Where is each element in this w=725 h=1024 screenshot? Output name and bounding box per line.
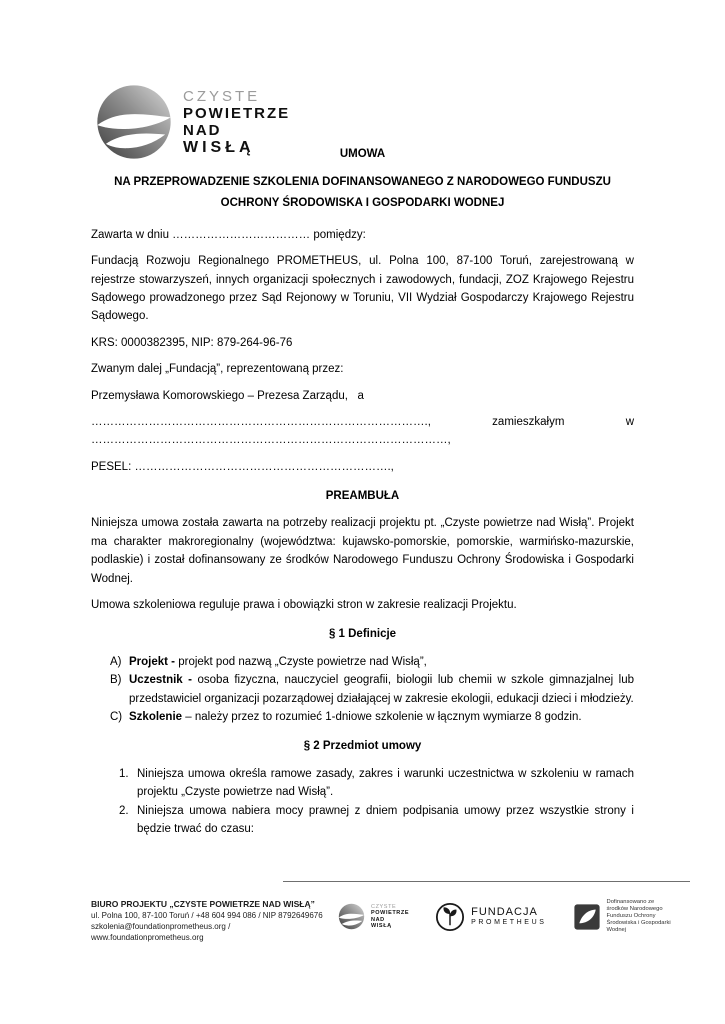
document-subtitle: NA PRZEPROWADZENIE SZKOLENIA DOFINANSOWANEGO Z NARODOWEGO FUNDUSZU OCHRONY ŚRODOWISKA I GOSPODARKI WODNEJ xyxy=(114,176,611,210)
footer-logo-funding-note: Dofinansowano ze środków Narodowego Funduszu Ochrony Środowiska i Gospodarki Wodnej xyxy=(606,899,671,933)
footer-office-name: BIURO PROJEKTU „CZYSTE POWIETRZE NAD WISŁĄ” xyxy=(91,899,315,909)
document-body xyxy=(91,145,634,846)
list-item-text xyxy=(129,708,634,726)
footer-logo-wordmark xyxy=(471,906,546,927)
definition-body: – należy przez to rozumieć 1-dniowe szkolenie w łącznym wymiarze 8 godzin. xyxy=(185,710,582,723)
definition-item-c xyxy=(110,708,634,726)
logo-text-line: PROMETHEUS xyxy=(471,919,547,926)
nfosigw-logo-icon xyxy=(573,903,601,931)
definition-term: Uczestnik - xyxy=(129,674,193,687)
list-item-text xyxy=(129,653,634,671)
list-item-text xyxy=(129,671,634,708)
paragraph-intro: Zawarta w dniu ……………………………… pomiędzy: xyxy=(91,228,366,241)
logo-text-line: CZYSTE xyxy=(371,903,397,910)
logo-text-line: CZYSTE xyxy=(183,88,261,105)
list-item-label: C) xyxy=(110,710,123,723)
footer-logo-nfosigw xyxy=(573,899,677,934)
paragraph-representative: Przemysława Komorowskiego – Prezesa Zarządu, a xyxy=(91,389,364,402)
logo-text-line: POWIETRZE xyxy=(371,910,410,916)
footer-logos xyxy=(338,899,677,934)
definition-body: projekt pod nazwą „Czyste powietrze nad Wisłą”, xyxy=(178,655,427,668)
logo-text-line: WISŁĄ xyxy=(371,923,392,929)
list-item-label: A) xyxy=(110,655,122,668)
paragraph-krs-nip: KRS: 0000382395, NIP: 879-264-96-76 xyxy=(91,336,293,349)
definition-item-a xyxy=(110,653,634,671)
list-item-label: B) xyxy=(110,674,122,687)
footer-contact-block xyxy=(91,899,336,943)
definition-item-b xyxy=(110,671,634,708)
subject-item-1 xyxy=(119,765,634,802)
preamble-heading: PREAMBUŁA xyxy=(325,490,400,503)
logo-text-line: FUNDACJA xyxy=(471,906,538,918)
logo-text-line: NAD xyxy=(371,916,385,923)
paragraph-party1: Fundacją Rozwoju Regionalnego PROMETHEUS, ul. Polna 100, 87-100 Toruń, zarejestrowaną w rejestrze stowarzyszeń, innych organizacji społecznych i zawodowych, fundacji, ZOZ Krajowego Rejestru Sądowego prowadzonego przez Sąd Rejonowy w Toruniu, VII Wydział Gospodarczy Krajowego Rejestru Sądowego. xyxy=(91,255,634,323)
definition-body: osoba fizyczna, nauczyciel geografii, biologii lub chemii w szkole gimnazjalnej lub przedstawiciel organizacji pozarządowej działającej w zakresie ekologii, edukacji dzieci i młodzieży. xyxy=(129,674,635,705)
definitions-list xyxy=(91,653,634,727)
footer-contact-line: szkolenia@foundationprometheus.org / www.foundationprometheus.org xyxy=(91,922,231,942)
footer-address-line: ul. Polna 100, 87-100 Toruń / +48 604 994 086 / NIP 8792649676 xyxy=(91,911,323,920)
footer-logo-fundacja-prometheus xyxy=(435,902,546,932)
paragraph-preamble-2: Umowa szkoleniowa reguluje prawa i obowiązki stron w zakresie realizacji Projektu. xyxy=(91,599,517,612)
fundacja-prometheus-logo-icon xyxy=(435,902,465,932)
subject-item-2 xyxy=(119,802,634,839)
section-2-heading: § 2 Przedmiot umowy xyxy=(303,740,422,753)
list-item-text: Niniejsza umowa określa ramowe zasady, zakres i warunki uczestnictwa w szkoleniu w ramach projektu „Czyste powietrze nad Wisłą”. xyxy=(137,767,634,799)
subject-list xyxy=(91,765,634,839)
document-title: UMOWA xyxy=(339,148,386,160)
paragraph-party2-blank: ……………………………………………………………………………., zamieszkałym w …………………………………………………………………………………, xyxy=(91,415,634,447)
definition-term: Projekt - xyxy=(129,655,176,668)
logo-text-line: NAD xyxy=(183,122,222,139)
paragraph-representation: Zwanym dalej „Fundacją”, reprezentowaną przez: xyxy=(91,363,344,376)
footer-separator xyxy=(283,881,690,882)
paragraph-pesel-blank: PESEL: …………………………………………………………., xyxy=(91,460,394,473)
list-item-label: 2. xyxy=(119,804,129,817)
footer-logo-czyste-powietrze xyxy=(338,903,409,930)
list-item-text: Niniejsza umowa nabiera mocy prawnej z dniem podpisania umowy przez wszystkie strony i będzie trwać do czasu: xyxy=(137,804,634,835)
czyste-powietrze-logo-icon xyxy=(338,903,365,930)
footer-logo-wordmark xyxy=(371,904,409,930)
definition-term: Szkolenie xyxy=(129,710,183,723)
logo-text-line: POWIETRZE xyxy=(183,105,291,122)
paragraph-preamble-1: Niniejsza umowa została zawarta na potrzeby realizacji projektu pt. „Czyste powietrze nad Wisłą”. Projekt ma charakter makroregionalny (województwa: kujawsko-pomorskie, pomorskie, warmińsko-mazurskie, podlaskie) i został dofinansowany ze środków Narodowego Funduszu Ochrony Środowiska i Gospodarki Wodnej. xyxy=(91,517,634,585)
list-item-label: 1. xyxy=(119,767,129,780)
section-1-heading: § 1 Definicje xyxy=(328,628,397,641)
logo-text-line: WISŁĄ xyxy=(183,139,255,156)
